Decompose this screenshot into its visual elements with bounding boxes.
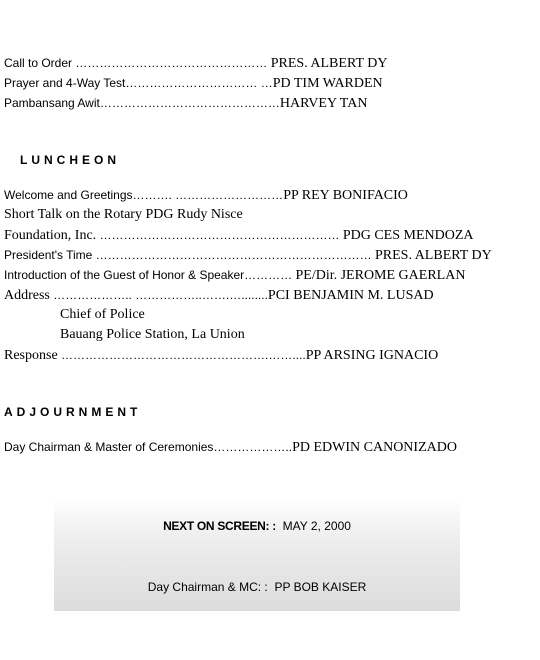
- item-label: Response: [4, 348, 58, 363]
- program-item-welcome: [4, 187, 408, 204]
- program-item-anthem: [4, 95, 367, 112]
- item-person: PE/Dir. JEROME GAERLAN: [295, 268, 466, 283]
- item-label: President's Time: [4, 248, 93, 262]
- item-person: PCI BENJAMIN M. LUSAD: [267, 288, 434, 303]
- program-item-presidents-time: [4, 247, 492, 264]
- item-label: Welcome and Greetings: [4, 188, 133, 202]
- program-item-short-talk: Short Talk on the Rotary PDG Rudy Nisce: [4, 207, 243, 222]
- next-on-screen-line: [54, 519, 460, 533]
- leader-dots: ………………………………………: [99, 96, 280, 110]
- leader-dots: ………………..: [213, 440, 293, 454]
- leader-dots: ……………………………………………………………: [92, 248, 375, 262]
- adjournment-heading: ADJOURNMENT: [4, 405, 142, 419]
- leader-dots: ……………………………………………………: [96, 228, 343, 242]
- next-on-screen-date: MAY 2, 2000: [282, 519, 351, 533]
- leader-dots: …………………………………………….……....: [57, 348, 306, 362]
- item-label: Call to Order: [4, 56, 73, 70]
- speaker-title-line1: Chief of Police: [60, 307, 145, 322]
- next-chairman-label: Day Chairman & MC: :: [147, 580, 268, 594]
- next-on-screen-label: NEXT ON SCREEN: :: [163, 519, 276, 533]
- program-item-introduction: [4, 267, 465, 284]
- luncheon-heading: LUNCHEON: [20, 153, 120, 167]
- program-item-prayer: [4, 75, 383, 92]
- next-chairman-name: PP BOB KAISER: [274, 580, 367, 594]
- item-label: Foundation, Inc.: [4, 228, 97, 243]
- program-item-address: [4, 287, 434, 304]
- item-person: PP REY BONIFACIO: [283, 188, 408, 203]
- program-item-response: [4, 347, 438, 364]
- leader-dots: …………………………… …: [125, 76, 273, 90]
- item-person: PD TIM WARDEN: [272, 76, 383, 91]
- item-label: Pambansang Awit: [4, 96, 100, 110]
- leader-dots: …………………………………………: [72, 56, 271, 70]
- item-person: PDG CES MENDOZA: [342, 228, 474, 243]
- program-item-day-chairman: [4, 439, 457, 456]
- item-person: PP ARSING IGNACIO: [305, 348, 439, 363]
- leader-dots: …………: [244, 268, 296, 282]
- item-label: Day Chairman & Master of Ceremonies: [4, 440, 214, 454]
- item-person: PRES. ALBERT DY: [375, 248, 492, 263]
- item-label: Address: [4, 288, 50, 303]
- leader-dots: ……………….. ……………..…….…........: [49, 288, 268, 302]
- program-item-foundation: [4, 227, 474, 244]
- item-label: Introduction of the Guest of Honor & Speaker: [4, 268, 245, 282]
- item-person: PRES. ALBERT DY: [270, 56, 388, 71]
- next-chairman-line: [54, 580, 460, 594]
- next-on-screen-card: [54, 498, 460, 611]
- item-person: HARVEY TAN: [279, 96, 368, 111]
- leader-dots: ………. ………………………: [132, 188, 284, 202]
- item-person: PD EDWIN CANONIZADO: [292, 440, 457, 455]
- speaker-title-line2: Bauang Police Station, La Union: [60, 327, 245, 342]
- program-item-call-to-order: [4, 55, 387, 72]
- item-label: Prayer and 4-Way Test: [4, 76, 126, 90]
